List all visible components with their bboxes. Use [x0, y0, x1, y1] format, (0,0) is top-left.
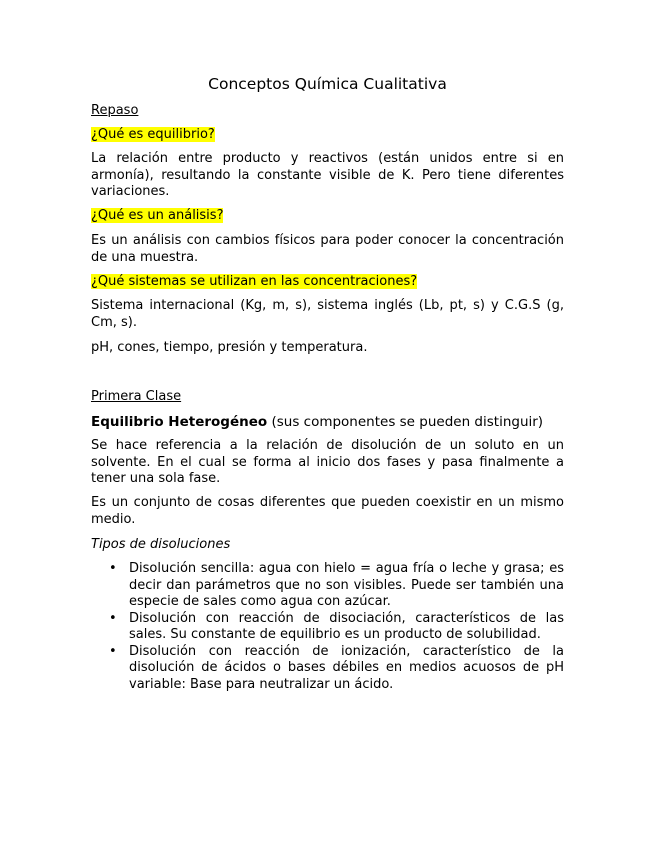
paragraph-1-block: [91, 438, 564, 488]
bullet-list: [91, 561, 564, 693]
list-item: [91, 611, 564, 644]
list-item: [91, 644, 564, 694]
question-2: ¿Qué es un análisis?: [91, 208, 224, 223]
subtitle-rest: (sus componentes se pueden distinguir): [267, 414, 544, 430]
answer-3b-block: [91, 340, 564, 357]
tipos-heading: Tipos de disoluciones: [91, 537, 231, 552]
tipos-heading-block: [91, 537, 564, 554]
bullet-text: Disolución con reacción de disociación, característicos de las sales. Su constante de equilibrio es un producto de solubilidad.: [129, 610, 564, 642]
question-3: ¿Qué sistemas se utilizan en las concentraciones?: [91, 274, 418, 289]
repaso-heading: Repaso: [91, 103, 139, 118]
answer-3: Sistema internacional (Kg, m, s), sistema inglés (Lb, pt, s) y C.G.S (g, Cm, s).: [91, 298, 564, 330]
answer-2-block: [91, 233, 564, 266]
primera-heading: Primera Clase: [91, 389, 182, 404]
answer-3b: pH, cones, tiempo, presión y temperatura.: [91, 340, 368, 355]
bullet-text: Disolución con reacción de ionización, característico de la disolución de ácidos o bases débiles en medios acuosos de pH variable: Base para neutralizar un ácido.: [129, 643, 564, 692]
primera-heading-block: [91, 389, 564, 406]
answer-2: Es un análisis con cambios físicos para poder conocer la concentración de una muestra.: [91, 233, 564, 265]
bullet-list-block: [91, 561, 564, 693]
answer-3-block: [91, 298, 564, 331]
answer-1: La relación entre producto y reactivos (están unidos entre si en armonía), resultando la constante visible de K. Pero tiene diferentes variaciones.: [91, 151, 564, 199]
bullet-text: Disolución sencilla: agua con hielo = agua fría o leche y grasa; es decir dan parámetros que no son visibles. Puede ser también una especie de sales como agua con azúcar.: [129, 561, 564, 609]
repaso-heading-block: [91, 103, 564, 120]
paragraph-2-block: [91, 495, 564, 528]
list-item: [91, 561, 564, 611]
question-2-block: [91, 208, 564, 225]
bullet-icon: •: [109, 643, 117, 659]
paragraph-2: Es un conjunto de cosas diferentes que pueden coexistir en un mismo medio.: [91, 495, 564, 527]
subtitle-block: [91, 414, 564, 431]
paragraph-1: Se hace referencia a la relación de disolución de un soluto en un solvente. En el cual se forma al inicio dos fases y pasa finalmente a tener una sola fase.: [91, 438, 564, 486]
bullet-icon: •: [109, 610, 117, 626]
bullet-icon: •: [109, 561, 117, 576]
question-1-block: [91, 127, 564, 144]
page-title: Conceptos Química Cualitativa: [208, 75, 447, 93]
question-3-block: [91, 274, 564, 291]
subtitle-bold: Equilibrio Heterogéneo: [91, 414, 268, 430]
question-1: ¿Qué es equilibrio?: [91, 127, 215, 142]
answer-1-block: [91, 151, 564, 201]
